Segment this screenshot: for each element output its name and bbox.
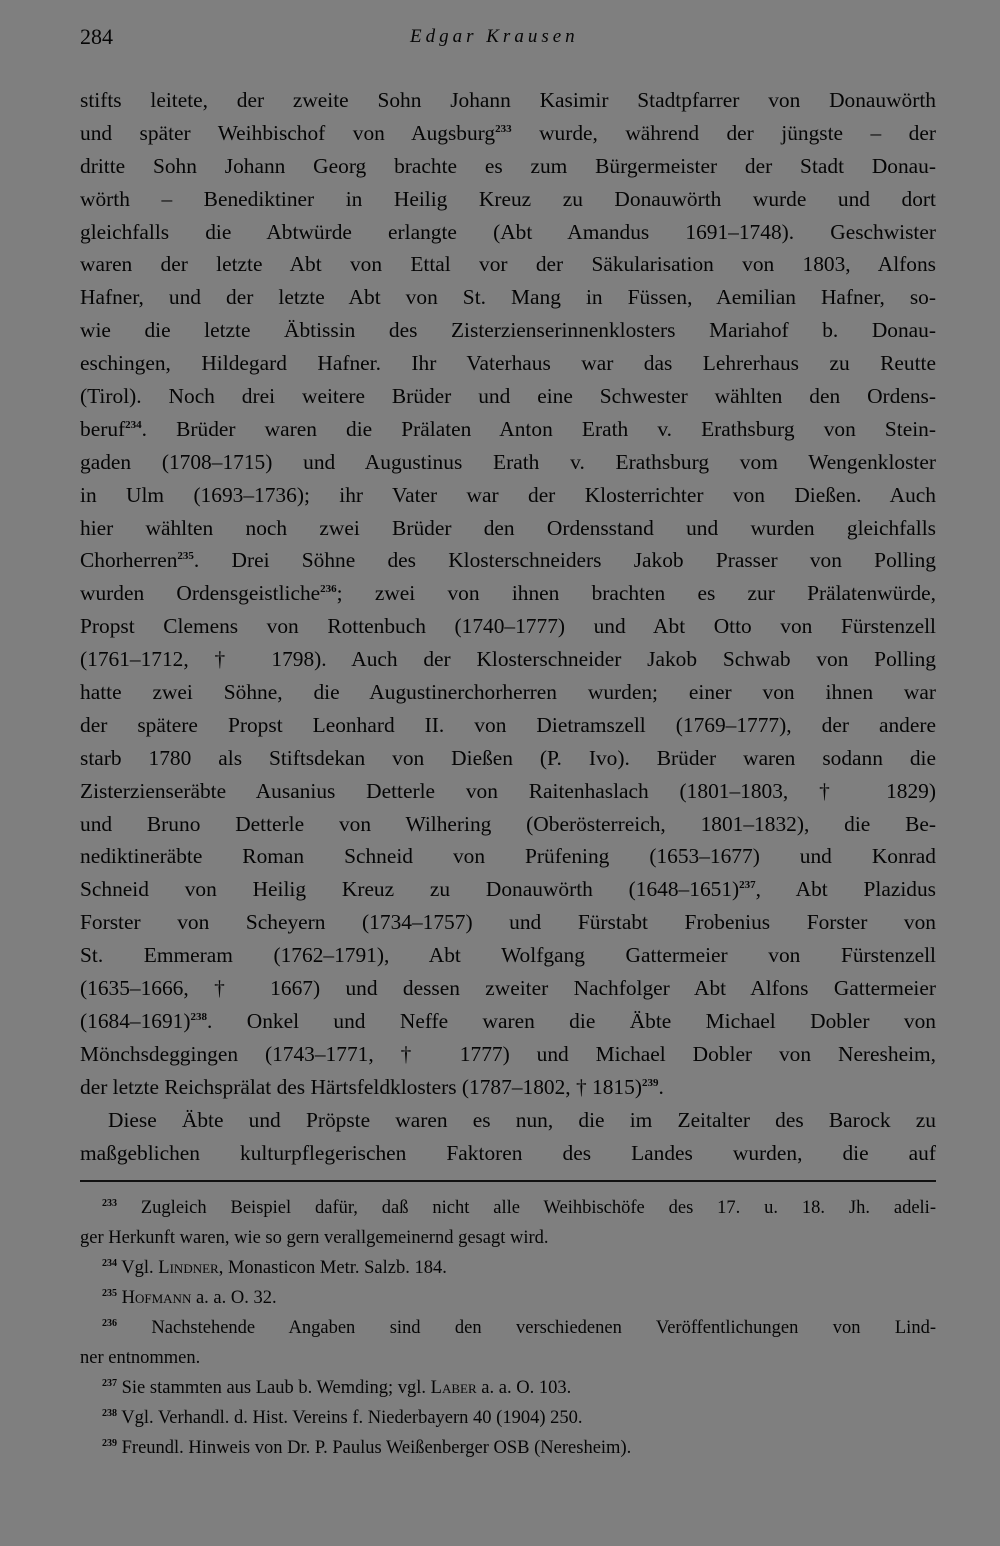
text-segment: und später Weihbischof von Augsburg bbox=[80, 120, 496, 145]
text-line bbox=[80, 1071, 936, 1104]
text-line bbox=[80, 873, 936, 906]
text-line: nediktineräbte Roman Schneid von Prüfening (1653–1677) und Konrad bbox=[80, 844, 936, 869]
text-line bbox=[80, 1005, 936, 1038]
footnote-text: , Monasticon Metr. Salzb. 184. bbox=[218, 1258, 447, 1278]
text-line: Zisterzienseräbte Ausanius Detterle von Raitenhaslach (1801–1803, † 1829) bbox=[80, 778, 936, 803]
running-head: Edgar Krausen bbox=[410, 26, 579, 47]
text-line: wie die letzte Äbtissin des Zisterzienserinnenklosters Mariahof b. Donau- bbox=[80, 318, 936, 343]
footnote-239 bbox=[80, 1433, 936, 1463]
text-line: gleichfalls die Abtwürde erlangte (Abt Amandus 1691–1748). Geschwister bbox=[80, 219, 936, 244]
text-line: hier wählten noch zwei Brüder den Ordensstand und wurden gleichfalls bbox=[80, 515, 936, 540]
footnote-text: Nachstehende Angaben sind den verschiedenen Veröffentlichungen von Lind- bbox=[117, 1318, 936, 1338]
footnote-238 bbox=[80, 1403, 936, 1433]
text-segment: Chorherren bbox=[80, 548, 178, 573]
text-segment: . bbox=[658, 1074, 664, 1099]
text-segment: der letzte Reichsprälat des Härtsfeldklosters (1787–1802, † 1815) bbox=[80, 1074, 642, 1099]
text-segment: ; zwei von ihnen brachten es zur Prälatenwürde, bbox=[336, 581, 936, 606]
footnote-text: a. a. O. 32. bbox=[191, 1288, 277, 1308]
text-line: (1761–1712, † 1798). Auch der Klosterschneider Jakob Schwab von Polling bbox=[80, 647, 936, 672]
text-line: Hafner, und der letzte Abt von St. Mang in Füssen, Aemilian Hafner, so- bbox=[80, 285, 936, 310]
footnote-text: Zugleich Beispiel dafür, daß nicht alle Weihbischöfe des 17. u. 18. Jh. adeli- bbox=[117, 1198, 936, 1218]
text-line: starb 1780 als Stiftsdekan von Dießen (P. Ivo). Brüder waren sodann die bbox=[80, 745, 936, 770]
footnote-divider bbox=[80, 1180, 936, 1182]
page-header bbox=[80, 24, 935, 54]
footnote-ref: 236 bbox=[320, 583, 337, 596]
text-segment: . Drei Söhne des Klosterschneiders Jakob Prasser von Polling bbox=[193, 548, 936, 573]
text-segment: , Abt Plazidus bbox=[755, 877, 936, 902]
text-line: Mönchsdeggingen (1743–1771, † 1777) und Michael Dobler von Neresheim, bbox=[80, 1041, 936, 1066]
footnote-number: 239 bbox=[102, 1438, 117, 1449]
text-line: St. Emmeram (1762–1791), Abt Wolfgang Gattermeier von Fürstenzell bbox=[80, 943, 936, 968]
text-line bbox=[80, 577, 936, 610]
footnote-number: 238 bbox=[102, 1408, 117, 1419]
footnote-ref: 237 bbox=[739, 879, 756, 892]
author-name: Laber bbox=[430, 1378, 477, 1398]
text-line: hatte zwei Söhne, die Augustinerchorherren wurden; einer von ihnen war bbox=[80, 680, 936, 705]
footnote-text: Freundl. Hinweis von Dr. P. Paulus Weißenberger OSB (Neresheim). bbox=[117, 1438, 632, 1458]
text-line: eschingen, Hildegard Hafner. Ihr Vaterhaus war das Lehrerhaus zu Reutte bbox=[80, 351, 936, 376]
text-segment: wurden Ordensgeistliche bbox=[80, 581, 321, 606]
footnote-text: Vgl. Verhandl. d. Hist. Vereins f. Niederbayern 40 (1904) 250. bbox=[117, 1408, 583, 1428]
text-segment: beruf bbox=[80, 416, 126, 441]
text-segment: Schneid von Heilig Kreuz zu Donauwörth (1648–1651) bbox=[80, 877, 740, 902]
footnote-text: a. a. O. 103. bbox=[476, 1378, 572, 1398]
footnote-ref: 233 bbox=[495, 122, 512, 135]
footnote-text: Sie stammten aus Laub b. Wemding; vgl. bbox=[117, 1378, 431, 1398]
author-name: Lindner bbox=[158, 1258, 219, 1278]
text-line: dritte Sohn Johann Georg brachte es zum Bürgermeister der Stadt Donau- bbox=[80, 153, 936, 178]
body-text bbox=[80, 84, 936, 1169]
page-number: 284 bbox=[80, 24, 113, 49]
footnote-number: 237 bbox=[102, 1378, 117, 1389]
text-line: waren der letzte Abt von Ettal vor der Säkularisation von 1803, Alfons bbox=[80, 252, 936, 277]
text-line: Diese Äbte und Pröpste waren es nun, die im Zeitalter des Barock zu bbox=[108, 1107, 936, 1132]
text-line: und Bruno Detterle von Wilhering (Oberösterreich, 1801–1832), die Be- bbox=[80, 811, 936, 836]
text-line: maßgeblichen kulturpflegerischen Faktoren des Landes wurden, die auf bbox=[80, 1140, 936, 1165]
text-segment: wurde, während der jüngste – der bbox=[511, 120, 936, 145]
text-line bbox=[80, 544, 936, 577]
footnote-234 bbox=[80, 1253, 936, 1283]
author-name: Hofmann bbox=[117, 1288, 192, 1308]
footnote-ref: 234 bbox=[125, 418, 142, 431]
text-line bbox=[80, 117, 936, 150]
text-line: (Tirol). Noch drei weitere Brüder und eine Schwester wählten den Ordens- bbox=[80, 384, 936, 409]
text-segment: . Onkel und Neffe waren die Äbte Michael Dobler von bbox=[207, 1008, 936, 1033]
text-line: (1635–1666, † 1667) und dessen zweiter Nachfolger Abt Alfons Gattermeier bbox=[80, 976, 936, 1001]
footnote-236 bbox=[80, 1313, 936, 1343]
footnote-ref: 238 bbox=[190, 1010, 208, 1023]
footnote-237 bbox=[80, 1373, 936, 1403]
text-segment: (1684–1691) bbox=[80, 1008, 191, 1033]
footnote-text: Vgl. bbox=[117, 1258, 159, 1278]
footnote-ref: 235 bbox=[177, 550, 194, 563]
footnote-line: ger Herkunft waren, wie so gern verallgemeinernd gesagt wird. bbox=[80, 1228, 549, 1248]
footnote-233 bbox=[80, 1193, 936, 1223]
footnote-line: ner entnommen. bbox=[80, 1348, 201, 1368]
text-line: in Ulm (1693–1736); ihr Vater war der Klosterrichter von Dießen. Auch bbox=[80, 482, 936, 507]
footnote-number: 234 bbox=[102, 1258, 117, 1269]
text-line: wörth – Benediktiner in Heilig Kreuz zu Donauwörth wurde und dort bbox=[80, 186, 936, 211]
footnote-number: 233 bbox=[102, 1198, 117, 1209]
text-line: stifts leitete, der zweite Sohn Johann Kasimir Stadtpfarrer von Donauwörth bbox=[80, 88, 936, 112]
text-segment: . Brüder waren die Prälaten Anton Erath v. Erathsburg von Stein- bbox=[141, 416, 936, 441]
footnote-number: 236 bbox=[102, 1318, 117, 1329]
text-line: Propst Clemens von Rottenbuch (1740–1777) und Abt Otto von Fürstenzell bbox=[80, 614, 936, 639]
footnote-235 bbox=[80, 1283, 936, 1313]
footnotes bbox=[80, 1193, 936, 1463]
footnote-ref: 239 bbox=[641, 1076, 659, 1089]
text-line bbox=[80, 413, 936, 446]
text-line: Forster von Scheyern (1734–1757) und Fürstabt Frobenius Forster von bbox=[80, 910, 936, 935]
footnote-number: 235 bbox=[102, 1288, 117, 1299]
text-line: der spätere Propst Leonhard II. von Dietramszell (1769–1777), der andere bbox=[80, 712, 936, 737]
text-line: gaden (1708–1715) und Augustinus Erath v. Erathsburg vom Wengenkloster bbox=[80, 449, 936, 474]
